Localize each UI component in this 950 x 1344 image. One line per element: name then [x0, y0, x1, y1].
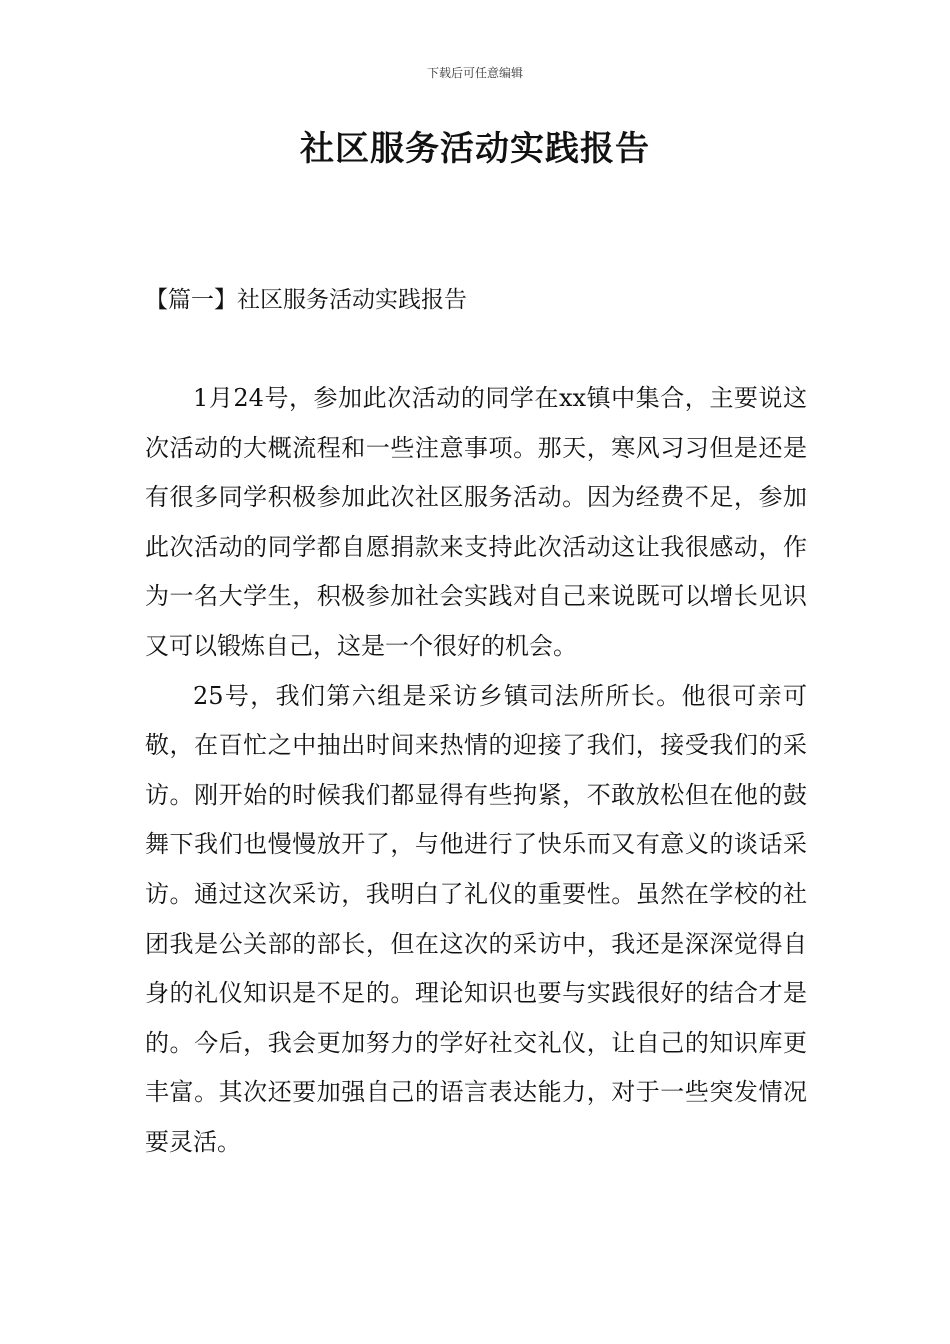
section-heading: 【篇一】社区服务活动实践报告 [145, 287, 467, 313]
document-title: 社区服务活动实践报告 [300, 129, 650, 169]
paragraph-2: 25号，我们第六组是采访乡镇司法所所长。他很可亲可敬，在百忙之中抽出时间来热情的迎接了我们，接受我们的采访。刚开始的时候我们都显得有些拘紧，不敢放松但在他的鼓舞下我们也慢慢放开了，与他进行了快乐而又有意义的谈话采访。通过这次采访，我明白了礼仪的重要性。虽然在学校的社团我是公关部的部长，但在这次的采访中，我还是深深觉得自身的礼仪知识是不足的。理论知识也要与实践很好的结合才是的。今后，我会更加努力的学好社交礼仪，让自己的知识库更丰富。其次还要加强自己的语言表达能力，对于一些突发情况要灵活。 [145, 681, 807, 1156]
header-note: 下载后可任意编辑 [426, 66, 523, 80]
body-text [145, 374, 807, 1168]
paragraph-1: 1月24号，参加此次活动的同学在xx镇中集合，主要说这次活动的大概流程和一些注意事项。那天，寒风习习但是还是有很多同学积极参加此次社区服务活动。因为经费不足，参加此次活动的同学都自愿捐款来支持此次活动这让我很感动，作为一名大学生，积极参加社会实践对自己来说既可以增长见识又可以锻炼自己，这是一个很好的机会。 [145, 384, 807, 660]
